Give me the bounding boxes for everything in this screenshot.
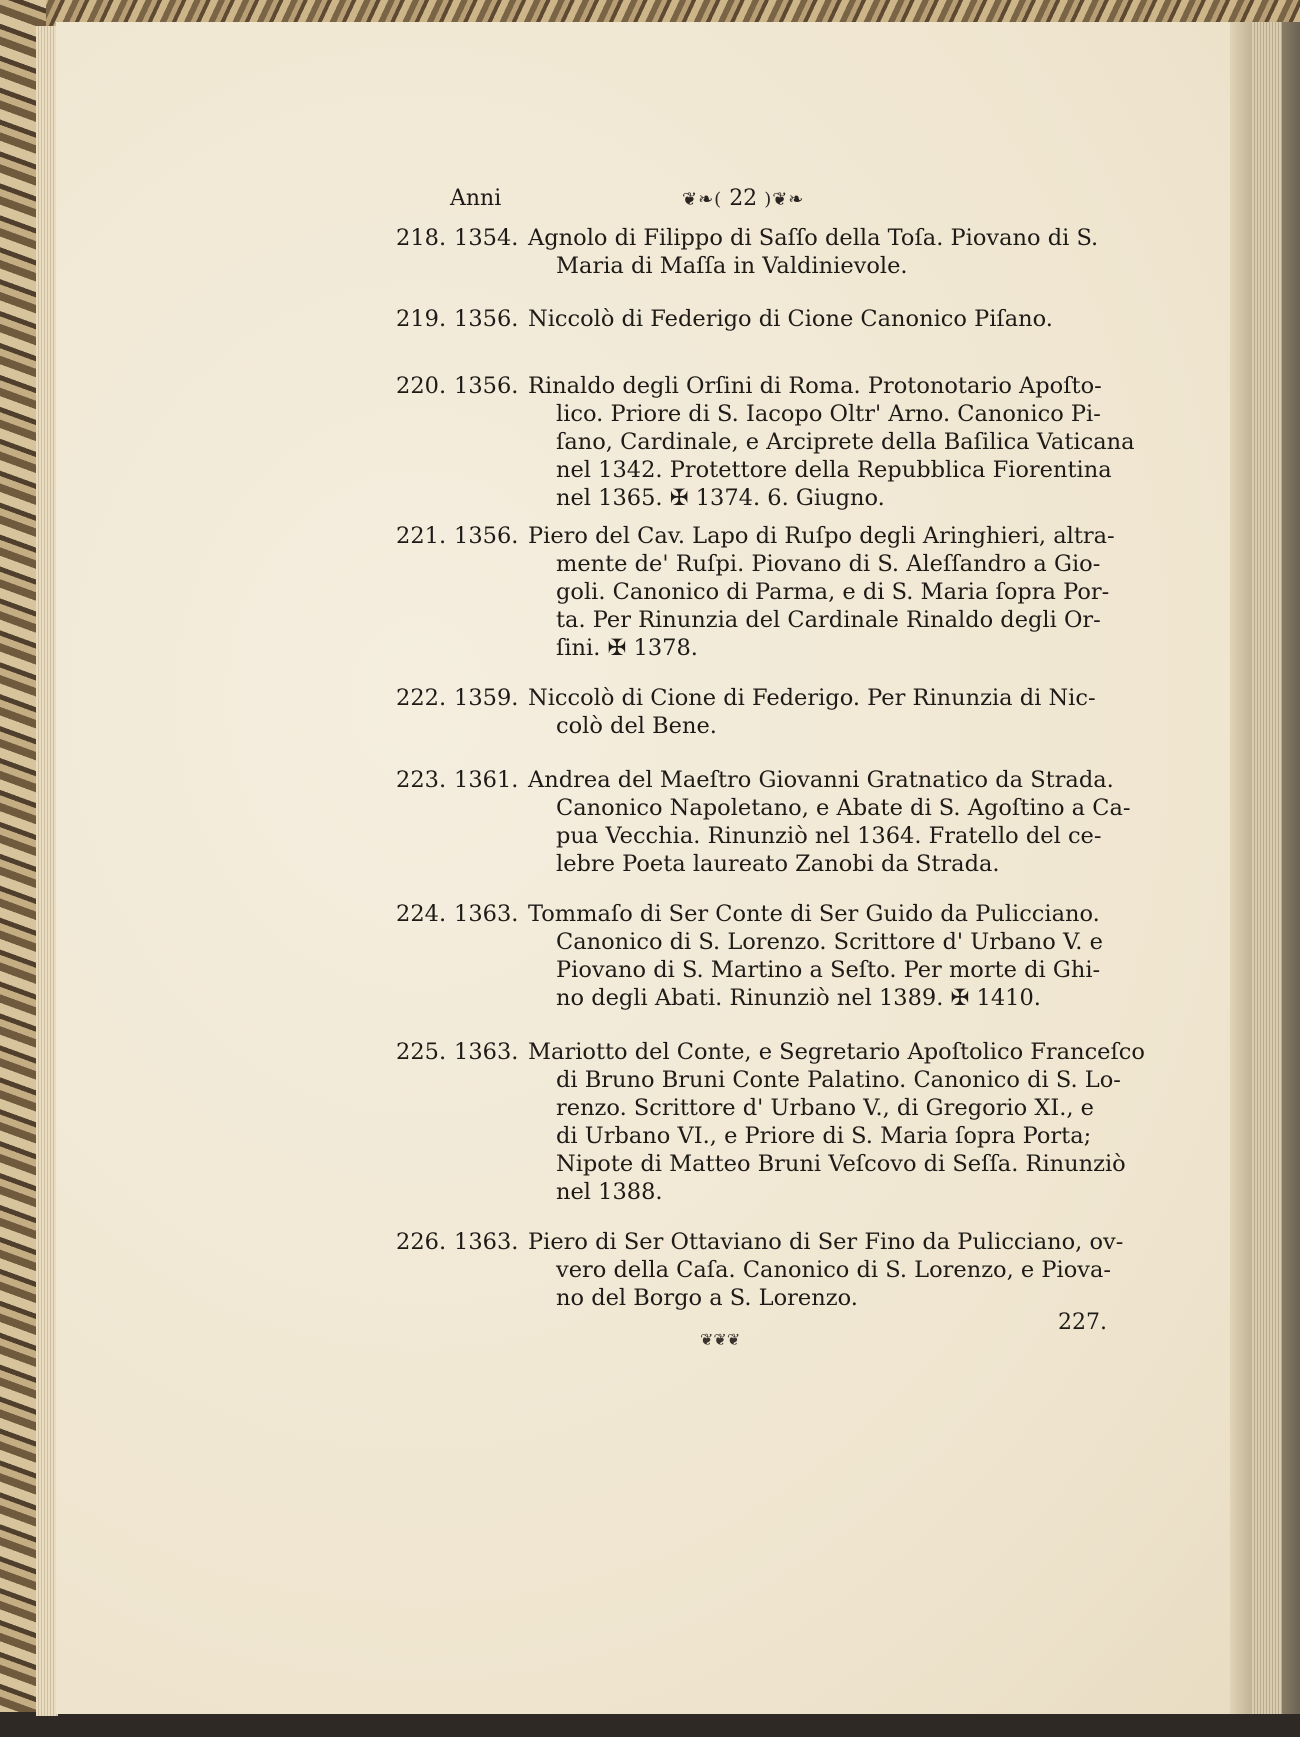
entry-text: Niccolò di Federigo di Cione Canonico Piſano. — [528, 306, 1053, 332]
folio-ornament-right: )❦❧ — [764, 189, 805, 210]
entry-number: 223. — [396, 767, 447, 793]
entry-text: Nipote di Matteo Bruni Veſcovo di Seſſa. Rinunziò — [556, 1151, 1126, 1177]
entry-year: 1356. — [454, 523, 519, 549]
entry-year: 1363. — [454, 1229, 519, 1255]
entry-text: no del Borgo a S. Lorenzo. — [556, 1285, 858, 1311]
entry-text: ſini. ✠ 1378. — [556, 635, 698, 661]
entry-text: di Bruno Bruni Conte Palatino. Canonico di S. Lo- — [556, 1067, 1121, 1093]
entry-text: Piero del Cav. Lapo di Ruſpo degli Aringhieri, altra- — [528, 523, 1115, 549]
folio-ornament-left: ❦❧( — [682, 189, 723, 210]
entry-number: 221. — [396, 523, 447, 549]
entry-number: 218. — [396, 225, 447, 251]
entry-year: 1359. — [454, 685, 519, 711]
entry-year: 1356. — [454, 373, 519, 399]
entry-text: nel 1342. Protettore della Repubblica Fiorentina — [556, 457, 1112, 483]
entry-218 — [396, 224, 1126, 280]
entry-225 — [396, 1038, 1145, 1206]
entry-text: Piovano di S. Martino a Seſto. Per morte di Ghi- — [556, 957, 1101, 983]
entry-lead-line — [396, 1228, 1126, 1256]
entry-text: Canonico di S. Lorenzo. Scrittore d' Urbano V. e — [556, 929, 1103, 955]
entry-lead-line — [396, 224, 1126, 252]
entry-text: Rinaldo degli Orſini di Roma. Protonotario Apoſto- — [528, 373, 1102, 399]
entry-year: 1354. — [454, 225, 519, 251]
entry-text: goli. Canonico di Parma, e di S. Maria ſopra Por- — [556, 579, 1110, 605]
entry-222 — [396, 684, 1126, 740]
entry-text: di Urbano VI., e Priore di S. Maria ſopra Porta; — [556, 1123, 1092, 1149]
entry-text: Andrea del Maeſtro Giovanni Gratnatico da Strada. — [528, 767, 1114, 793]
entry-text: ta. Per Rinunzia del Cardinale Rinaldo degli Or- — [556, 607, 1101, 633]
entry-text: Maria di Maſſa in Valdinievole. — [556, 253, 908, 279]
entry-221 — [396, 522, 1126, 662]
entry-text: nel 1388. — [556, 1179, 663, 1205]
entry-219 — [396, 305, 1126, 333]
entry-lead-line — [396, 522, 1126, 550]
entry-year: 1363. — [454, 1039, 519, 1065]
entry-text: lico. Priore di S. Iacopo Oltr' Arno. Canonico Pi- — [556, 401, 1101, 427]
entry-year: 1361. — [454, 767, 519, 793]
entry-lead-line — [396, 1038, 1145, 1066]
running-head — [450, 186, 1150, 220]
entry-lead-line — [396, 900, 1126, 928]
entry-text: mente de' Ruſpi. Piovano di S. Aleſſandro a Gio- — [556, 551, 1101, 577]
entry-number: 219. — [396, 306, 447, 332]
entry-224 — [396, 900, 1126, 1012]
entry-text: no degli Abati. Rinunziò nel 1389. ✠ 1410. — [556, 985, 1041, 1011]
catchword: 227. — [1058, 1310, 1107, 1335]
entry-220 — [396, 372, 1135, 512]
entry-text: colò del Bene. — [556, 713, 717, 739]
entry-text: lebre Poeta laureato Zanobi da Strada. — [556, 851, 1000, 877]
entry-text: vero della Caſa. Canonico di S. Lorenzo, e Piova- — [556, 1257, 1111, 1283]
entry-year: 1356. — [454, 306, 519, 332]
entry-number: 222. — [396, 685, 447, 711]
entry-text: Agnolo di Filippo di Saſſo della Toſa. Piovano di S. — [528, 225, 1099, 251]
entry-lead-line — [396, 684, 1126, 712]
entry-lead-line — [396, 766, 1126, 794]
entry-number: 226. — [396, 1229, 447, 1255]
entry-text: Canonico Napoletano, e Abate di S. Agoſtino a Ca- — [556, 795, 1131, 821]
page-stack-edge — [36, 26, 58, 1716]
entry-text: renzo. Scrittore d' Urbano V., di Gregorio XI., e — [556, 1095, 1095, 1121]
tail-ornament: ❦❦❦ — [700, 1330, 741, 1349]
entry-text: Mariotto del Conte, e Segretario Apoſtolico Franceſco — [528, 1039, 1145, 1065]
entry-year: 1363. — [454, 901, 519, 927]
entry-lead-line — [396, 372, 1126, 400]
entry-text: ſano, Cardinale, e Arciprete della Baſilica Vaticana — [556, 429, 1135, 455]
entry-text: pua Vecchia. Rinunziò nel 1364. Fratello del ce- — [556, 823, 1102, 849]
page-right-edge — [1252, 22, 1282, 1714]
header-anni-label: Anni — [450, 186, 502, 211]
entry-text: Tommaſo di Ser Conte di Ser Guido da Pulicciano. — [528, 901, 1100, 927]
page-number: 22 — [729, 186, 758, 211]
entry-226 — [396, 1228, 1126, 1312]
entry-text: Niccolò di Cione di Federigo. Per Rinunzia di Nic- — [528, 685, 1096, 711]
entry-number: 224. — [396, 901, 447, 927]
entry-text: Piero di Ser Ottaviano di Ser Fino da Pulicciano, ov- — [528, 1229, 1124, 1255]
background-bottom — [0, 1712, 1300, 1737]
entry-text: nel 1365. ✠ 1374. 6. Giugno. — [556, 485, 885, 511]
entry-number: 225. — [396, 1039, 447, 1065]
entry-223 — [396, 766, 1131, 878]
entry-lead-line — [396, 305, 1126, 333]
entry-number: 220. — [396, 373, 447, 399]
folio — [682, 186, 804, 211]
